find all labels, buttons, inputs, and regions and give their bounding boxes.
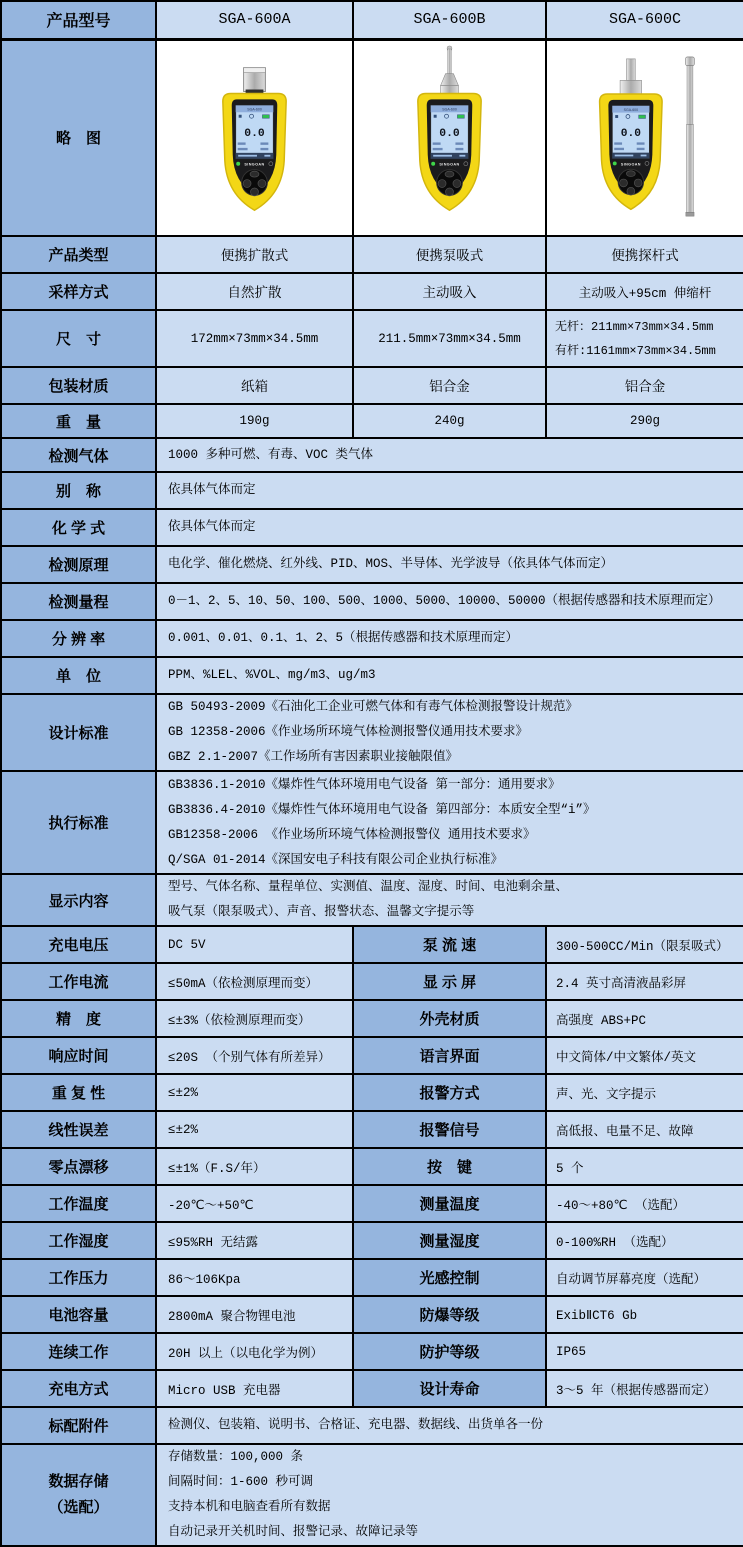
storage-label-line: 数据存储 — [48, 1473, 109, 1490]
table-row — [1, 926, 743, 963]
standard-line: GB3836.1-2010《爆炸性气体环境用电气设备 第一部分：通用要求》 — [168, 777, 561, 792]
svg-text:SGA-600: SGA-600 — [247, 107, 262, 112]
spec-label: 尺 寸 — [1, 310, 156, 367]
spec-value: 190g — [156, 404, 353, 438]
spec-value: 0－1、2、5、10、50、100、500、1000、5000、10000、50000（根据传感器和技术原理而定） — [156, 583, 743, 620]
standard-line: GBZ 2.1-2007《工作场所有害因素职业接触限值》 — [168, 750, 459, 764]
probe-icon — [441, 46, 459, 95]
spec-value: 20H 以上（以电化学为例） — [156, 1333, 353, 1370]
spec-label: 工作湿度 — [1, 1222, 156, 1259]
spec-label: 测量温度 — [353, 1185, 546, 1222]
spec-value: 铝合金 — [546, 367, 743, 404]
spec-label: 精 度 — [1, 1000, 156, 1037]
spec-label: 重 复 性 — [1, 1074, 156, 1111]
spec-value: 检测仪、包装箱、说明书、合格证、充电器、数据线、出货单各一份 — [156, 1407, 743, 1444]
storage-line: 支持本机和电脑查看所有数据 — [168, 1500, 331, 1514]
table-row — [1, 438, 743, 472]
spec-label: 充电方式 — [1, 1370, 156, 1407]
table-row — [1, 1370, 743, 1407]
spec-value: 电化学、催化燃烧、红外线、PID、MOS、半导体、光学波导（依具体气体而定） — [156, 546, 743, 583]
spec-label: 设计寿命 — [353, 1370, 546, 1407]
spec-value: -20℃～+50℃ — [156, 1185, 353, 1222]
spec-value: 便携探杆式 — [546, 236, 743, 273]
table-row — [1, 236, 743, 273]
standard-line: GB3836.4-2010《爆炸性气体环境用电气设备 第四部分：本质安全型“i”》 — [168, 802, 596, 817]
led-indicator-icon — [431, 161, 435, 165]
spec-label: 检测气体 — [1, 438, 156, 472]
brand-label: SINGOAN — [244, 162, 265, 167]
spec-label: 光感控制 — [353, 1259, 546, 1296]
spec-label: 显 示 屏 — [353, 963, 546, 1000]
spec-label: 泵 流 速 — [353, 926, 546, 963]
spec-value: 依具体气体而定 — [156, 509, 743, 546]
dpad-icon — [618, 169, 643, 195]
spec-value: 自动调节屏幕亮度（选配） — [546, 1259, 743, 1296]
spec-value — [156, 874, 743, 926]
spec-label: 显示内容 — [1, 874, 156, 926]
model-cell-b: SGA-600B — [353, 1, 546, 39]
spec-label: 报警方式 — [353, 1074, 546, 1111]
table-row — [1, 273, 743, 310]
spec-label: 检测原理 — [1, 546, 156, 583]
spec-value: ≤50mA（依检测原理而变） — [156, 963, 353, 1000]
spec-value: 172mm×73mm×34.5mm — [156, 310, 353, 367]
table-row — [1, 1037, 743, 1074]
svg-text:0.0: 0.0 — [244, 127, 265, 140]
svg-text:0.0: 0.0 — [620, 127, 641, 140]
spec-label: 防护等级 — [353, 1333, 546, 1370]
telescopic-rod-icon — [685, 57, 694, 216]
storage-label-line: （选配） — [48, 1499, 109, 1516]
storage-line: 自动记录开关机时间、报警记录、故障记录等 — [168, 1525, 419, 1539]
sketch-label: 略 图 — [1, 39, 156, 236]
table-row — [1, 1111, 743, 1148]
storage-line: 间隔时间：1-600 秒可调 — [168, 1475, 314, 1489]
spec-value: PPM、%LEL、%VOL、mg/m3、ug/m3 — [156, 657, 743, 694]
device-cell-b — [353, 39, 546, 236]
table-row — [1, 1074, 743, 1111]
table-row — [1, 1000, 743, 1037]
spec-label: 工作温度 — [1, 1185, 156, 1222]
sensor-cap-icon — [244, 67, 266, 94]
spec-value — [156, 771, 743, 874]
lcd-screen — [236, 105, 274, 158]
table-row — [1, 620, 743, 657]
spec-label: 化 学 式 — [1, 509, 156, 546]
table-row — [1, 546, 743, 583]
spec-value: ≤95%RH 无结露 — [156, 1222, 353, 1259]
device-illustration-pump — [400, 44, 499, 232]
spec-label: 单 位 — [1, 657, 156, 694]
spec-label: 标配附件 — [1, 1407, 156, 1444]
spec-value: ≤±2% — [156, 1074, 353, 1111]
table-row — [1, 657, 743, 694]
execution-standards-row — [1, 771, 743, 874]
table-row — [1, 963, 743, 1000]
data-storage-row — [1, 1444, 743, 1546]
spec-label: 设计标准 — [1, 694, 156, 771]
spec-label: 按 键 — [353, 1148, 546, 1185]
table-row — [1, 1296, 743, 1333]
dim-line: 无杆：211mm×73mm×34.5mm — [555, 319, 714, 334]
spec-value: 主动吸入 — [353, 273, 546, 310]
spec-label: 语言界面 — [353, 1037, 546, 1074]
spec-value — [546, 310, 743, 367]
spec-value: 主动吸入+95cm 伸缩杆 — [546, 273, 743, 310]
spec-label: 别 称 — [1, 472, 156, 509]
spec-label: 测量湿度 — [353, 1222, 546, 1259]
design-standards-row — [1, 694, 743, 771]
spec-label: 电池容量 — [1, 1296, 156, 1333]
led-indicator-icon — [612, 161, 616, 165]
sensor-cap-icon — [620, 59, 641, 94]
device-illustration-diffusion — [205, 44, 304, 232]
spec-value: ≤20S （个别气体有所差异） — [156, 1037, 353, 1074]
spec-value — [156, 1444, 743, 1546]
standard-line: Q/SGA 01-2014《深国安电子科技有限公司企业执行标准》 — [168, 852, 504, 867]
svg-text:SGA-600: SGA-600 — [623, 107, 638, 112]
spec-value — [156, 694, 743, 771]
sketch-row — [1, 39, 743, 236]
lcd-screen — [612, 106, 649, 159]
spec-value: Micro USB 充电器 — [156, 1370, 353, 1407]
spec-label: 工作电流 — [1, 963, 156, 1000]
spec-label — [1, 1444, 156, 1546]
dpad-icon — [242, 169, 268, 195]
table-row — [1, 1185, 743, 1222]
table-row — [1, 404, 743, 438]
table-row — [1, 509, 743, 546]
device-cell-a — [156, 39, 353, 236]
spec-value: 0-100%RH （选配） — [546, 1222, 743, 1259]
spec-value: 240g — [353, 404, 546, 438]
spec-value: 自然扩散 — [156, 273, 353, 310]
spec-label: 响应时间 — [1, 1037, 156, 1074]
spec-value: IP65 — [546, 1333, 743, 1370]
accessories-row — [1, 1407, 743, 1444]
device-illustration-probe-rod — [582, 44, 709, 232]
model-cell-a: SGA-600A — [156, 1, 353, 39]
spec-value: 300-500CC/Min（限泵吸式） — [546, 926, 743, 963]
model-cell-c: SGA-600C — [546, 1, 743, 39]
spec-label: 包装材质 — [1, 367, 156, 404]
spec-label: 报警信号 — [353, 1111, 546, 1148]
table-row — [1, 1259, 743, 1296]
spec-label: 采样方式 — [1, 273, 156, 310]
table-row — [1, 1333, 743, 1370]
spec-value: DC 5V — [156, 926, 353, 963]
spec-label: 重 量 — [1, 404, 156, 438]
display-content-row — [1, 874, 743, 926]
dpad-icon — [437, 169, 463, 195]
spec-value: 便携泵吸式 — [353, 236, 546, 273]
spec-label: 充电电压 — [1, 926, 156, 963]
spec-value: 声、光、文字提示 — [546, 1074, 743, 1111]
lcd-screen — [431, 105, 469, 158]
spec-label: 执行标准 — [1, 771, 156, 874]
storage-line: 存储数量：100,000 条 — [168, 1450, 304, 1464]
spec-value: 依具体气体而定 — [156, 472, 743, 509]
spec-label: 线性误差 — [1, 1111, 156, 1148]
table-row — [1, 367, 743, 404]
standard-line: GB 50493-2009《石油化工企业可燃气体和有毒气体检测报警设计规范》 — [168, 700, 579, 714]
table-row — [1, 583, 743, 620]
dimensions-row — [1, 310, 743, 367]
spec-value: 5 个 — [546, 1148, 743, 1185]
header-row — [1, 1, 743, 39]
header-label: 产品型号 — [1, 1, 156, 39]
spec-value: 3～5 年（根据传感器而定） — [546, 1370, 743, 1407]
spec-label: 连续工作 — [1, 1333, 156, 1370]
spec-label: 分 辨 率 — [1, 620, 156, 657]
standard-line: GB12358-2006 《作业场所环境气体检测报警仪 通用技术要求》 — [168, 827, 536, 842]
spec-value: 高强度 ABS+PC — [546, 1000, 743, 1037]
spec-value: 211.5mm×73mm×34.5mm — [353, 310, 546, 367]
spec-value: ≤±2% — [156, 1111, 353, 1148]
spec-value: -40～+80℃ （选配） — [546, 1185, 743, 1222]
spec-value: 纸箱 — [156, 367, 353, 404]
spec-label: 防爆等级 — [353, 1296, 546, 1333]
svg-text:0.0: 0.0 — [439, 127, 460, 140]
brand-label: SINGOAN — [439, 162, 460, 167]
display-line: 吸气泵（限泵吸式）、声音、报警状态、温馨文字提示等 — [168, 905, 475, 919]
standard-line: GB 12358-2006《作业场所环境气体检测报警仪通用技术要求》 — [168, 725, 529, 739]
spec-label: 零点漂移 — [1, 1148, 156, 1185]
led-indicator-icon — [236, 161, 240, 165]
table-row — [1, 472, 743, 509]
spec-label: 外壳材质 — [353, 1000, 546, 1037]
device-cell-c — [546, 39, 743, 236]
spec-value: 2.4 英寸高清液晶彩屏 — [546, 963, 743, 1000]
spec-value: 高低报、电量不足、故障 — [546, 1111, 743, 1148]
spec-value: 铝合金 — [353, 367, 546, 404]
spec-value: ExibⅡCT6 Gb — [546, 1296, 743, 1333]
table-row — [1, 1222, 743, 1259]
svg-text:SGA-600: SGA-600 — [442, 107, 457, 112]
dim-line: 有杆:1161mm×73mm×34.5mm — [555, 343, 716, 358]
spec-value: 290g — [546, 404, 743, 438]
brand-label: SINGOAN — [620, 162, 641, 167]
spec-label: 工作压力 — [1, 1259, 156, 1296]
spec-label: 产品类型 — [1, 236, 156, 273]
spec-value: ≤±1%（F.S/年） — [156, 1148, 353, 1185]
spec-value: 中文简体/中文繁体/英文 — [546, 1037, 743, 1074]
display-line: 型号、气体名称、量程单位、实测值、温度、湿度、时间、电池剩余量、 — [168, 880, 569, 894]
spec-label: 检测量程 — [1, 583, 156, 620]
spec-value: 便携扩散式 — [156, 236, 353, 273]
spec-value: ≤±3%（依检测原理而变） — [156, 1000, 353, 1037]
spec-value: 1000 多种可燃、有毒、VOC 类气体 — [156, 438, 743, 472]
table-row — [1, 1148, 743, 1185]
spec-value: 86～106Kpa — [156, 1259, 353, 1296]
spec-value: 2800mA 聚合物锂电池 — [156, 1296, 353, 1333]
spec-value: 0.001、0.01、0.1、1、2、5（根据传感器和技术原理而定） — [156, 620, 743, 657]
